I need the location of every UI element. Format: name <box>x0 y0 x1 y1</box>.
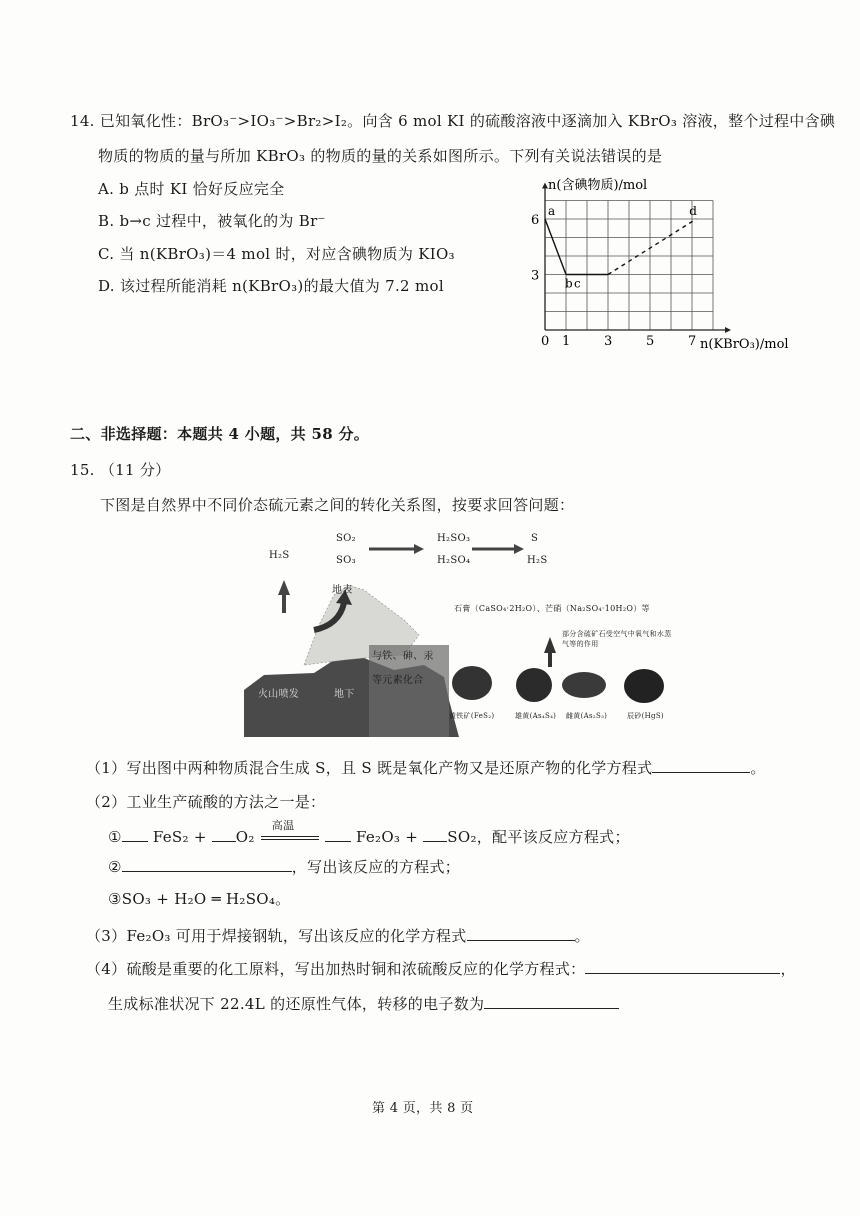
sulfur-cycle-figure <box>244 525 694 737</box>
eq1-o2: O₂ <box>235 828 255 846</box>
section-2-heading: 二、非选择题：本题共 4 小题，共 58 分。 <box>70 425 370 443</box>
right-arrow-icon <box>514 544 524 554</box>
y-tick-label: 6 <box>531 213 540 228</box>
mineral-cinnabar <box>624 669 664 703</box>
q15-part2: （2）工业生产硫酸的方法之一是： <box>86 793 326 811</box>
graph-axes <box>542 183 731 334</box>
q15-part2-eq2 <box>108 856 460 877</box>
right-arrow-icon <box>414 544 424 554</box>
mineral-orpiment <box>562 672 606 698</box>
up-arrow-icon <box>544 637 556 667</box>
coef-blank-so2[interactable] <box>423 840 447 842</box>
fig-s: S <box>531 533 539 544</box>
fig-mineral-label-2: 雄黄(As₄S₄) <box>515 712 557 720</box>
up-arrow-icon <box>278 580 290 613</box>
fig-mineral-label-4: 辰砂(HgS) <box>627 712 664 720</box>
q14-option-d: D. 该过程所能消耗 n(KBrO₃)的最大值为 7.2 mol <box>98 277 444 295</box>
fig-volcano: 火山喷发 <box>258 689 300 700</box>
page-footer: 第 4 页，共 8 页 <box>372 1101 474 1116</box>
fig-minerals-top: 石膏（CaSO₄·2H₂O）、芒硝（Na₂SO₄·10H₂O）等 <box>454 604 650 613</box>
x-tick-label: 5 <box>646 334 655 349</box>
q15-part4-text: （4）硫酸是重要的化工原料，写出加热时铜和浓硫酸反应的化学方程式： <box>86 960 586 978</box>
q15-header: 15. （11 分） <box>70 461 171 479</box>
graph-ylabel: n(含碘物质)/mol <box>548 178 648 193</box>
fig-dibiao: 地表 <box>332 585 353 596</box>
eq1-condition-text: 高温 <box>271 819 295 832</box>
fig-h2s-right: H₂S <box>527 555 548 566</box>
coef-blank-fes2[interactable] <box>122 840 148 842</box>
q14-option-a: A. b 点时 KI 恰好反应完全 <box>98 180 285 198</box>
q15-part4 <box>86 958 796 979</box>
coef-blank-o2[interactable] <box>212 840 236 842</box>
eq2-blank[interactable] <box>122 870 292 872</box>
fig-so2: SO₂ <box>336 533 356 544</box>
point-label-c: c <box>574 276 581 291</box>
q14-option-c: C. 当 n(KBrO₃)＝4 mol 时，对应含碘物质为 KIO₃ <box>98 245 455 263</box>
graph-segment <box>545 219 566 275</box>
q15-part4-blank[interactable] <box>585 972 780 974</box>
x-axis-arrow-icon <box>725 327 731 333</box>
q15-part3-text: （3）Fe₂O₃ 可用于焊接钢轨，写出该反应的化学方程式 <box>86 927 467 945</box>
fig-metals: 与铁、砷、汞 <box>372 651 434 662</box>
graph-ticks <box>531 213 696 349</box>
graph-segment <box>608 219 696 275</box>
eq1-num: ① <box>108 828 122 846</box>
eq1-so2: SO₂，配平该反应方程式； <box>447 828 630 846</box>
fig-h2so4: H₂SO₄ <box>437 555 471 566</box>
eq1-fe2o3: Fe₂O₃ + <box>355 828 419 846</box>
coef-blank-fe2o3[interactable] <box>325 840 351 842</box>
q14-line2: 物质的物质的量与所加 KBrO₃ 的物质的量的关系如图所示。下列有关说法错误的是 <box>98 147 663 165</box>
x-tick-label: 0 <box>541 334 550 349</box>
eq1-condition <box>260 819 320 846</box>
graph-segments <box>545 219 696 275</box>
x-tick-label: 1 <box>562 334 571 349</box>
eq1-fes2: FeS₂ + <box>152 828 207 846</box>
q15-part3 <box>86 925 590 946</box>
y-tick-label: 3 <box>531 268 540 284</box>
fig-compound: 等元素化合 <box>372 675 424 686</box>
fig-h2s-top: H₂S <box>269 550 290 561</box>
q15-part1-text: （1）写出图中两种物质混合生成 S，且 S 既是氧化产物又是还原产物的化学方程式 <box>86 759 653 777</box>
graph-xlabel: n(KBrO₃)/mol <box>700 337 789 352</box>
point-label-b: b <box>565 276 573 291</box>
graph-grid <box>545 201 713 331</box>
q15-part2-eq3: ③SO₃ + H₂O ═ H₂SO₄。 <box>108 890 291 908</box>
q15-intro: 下图是自然界中不同价态硫元素之间的转化关系图，按要求回答问题： <box>100 496 575 514</box>
mineral-pyrite <box>452 666 492 700</box>
q15-part3-end: 。 <box>574 927 590 945</box>
q15-part1-end: 。 <box>750 759 766 777</box>
fig-h2so3: H₂SO₃ <box>437 533 471 544</box>
point-label-a: a <box>548 204 556 218</box>
point-label-d: d <box>689 204 697 218</box>
q14-option-b: B. b→c 过程中，被氧化的为 Br⁻ <box>98 212 326 230</box>
fig-underground: 地下 <box>334 689 355 700</box>
q15-part2-eq1 <box>108 819 630 847</box>
eq2-text: ，写出该反应的方程式； <box>291 858 461 876</box>
fig-so3: SO₃ <box>336 555 356 566</box>
iodine-species-graph <box>518 175 803 360</box>
q15-part4-end: ， <box>780 960 796 978</box>
q14-line1: 14. 已知氧化性：BrO₃⁻>IO₃⁻>Br₂>I₂。向含 6 mol KI 的硫酸溶液中逐滴加入 KBrO₃ 溶液，整个过程中含碘 <box>70 112 836 130</box>
eq2-num: ② <box>108 858 122 876</box>
q15-part4-line2 <box>108 993 619 1014</box>
mineral-realgar <box>516 668 552 702</box>
fig-mineral-label-1: 黄铁矿(FeS₂) <box>449 712 495 720</box>
q15-part1-blank[interactable] <box>652 771 750 773</box>
x-tick-label: 7 <box>688 334 697 349</box>
q15-part3-blank[interactable] <box>467 939 575 941</box>
q15-part1 <box>86 757 766 778</box>
fig-weathering: 部分含硫矿石受空气中氧气和水蒸气等的作用 <box>562 630 672 648</box>
q15-part4-line2-text: 生成标准状况下 22.4L 的还原性气体，转移的电子数为 <box>108 995 485 1013</box>
graph-point-labels <box>548 204 697 291</box>
x-tick-label: 3 <box>604 334 613 349</box>
fig-mineral-label-3: 雌黄(As₂S₃) <box>566 712 608 720</box>
q15-part4-electron-blank[interactable] <box>484 1007 619 1009</box>
